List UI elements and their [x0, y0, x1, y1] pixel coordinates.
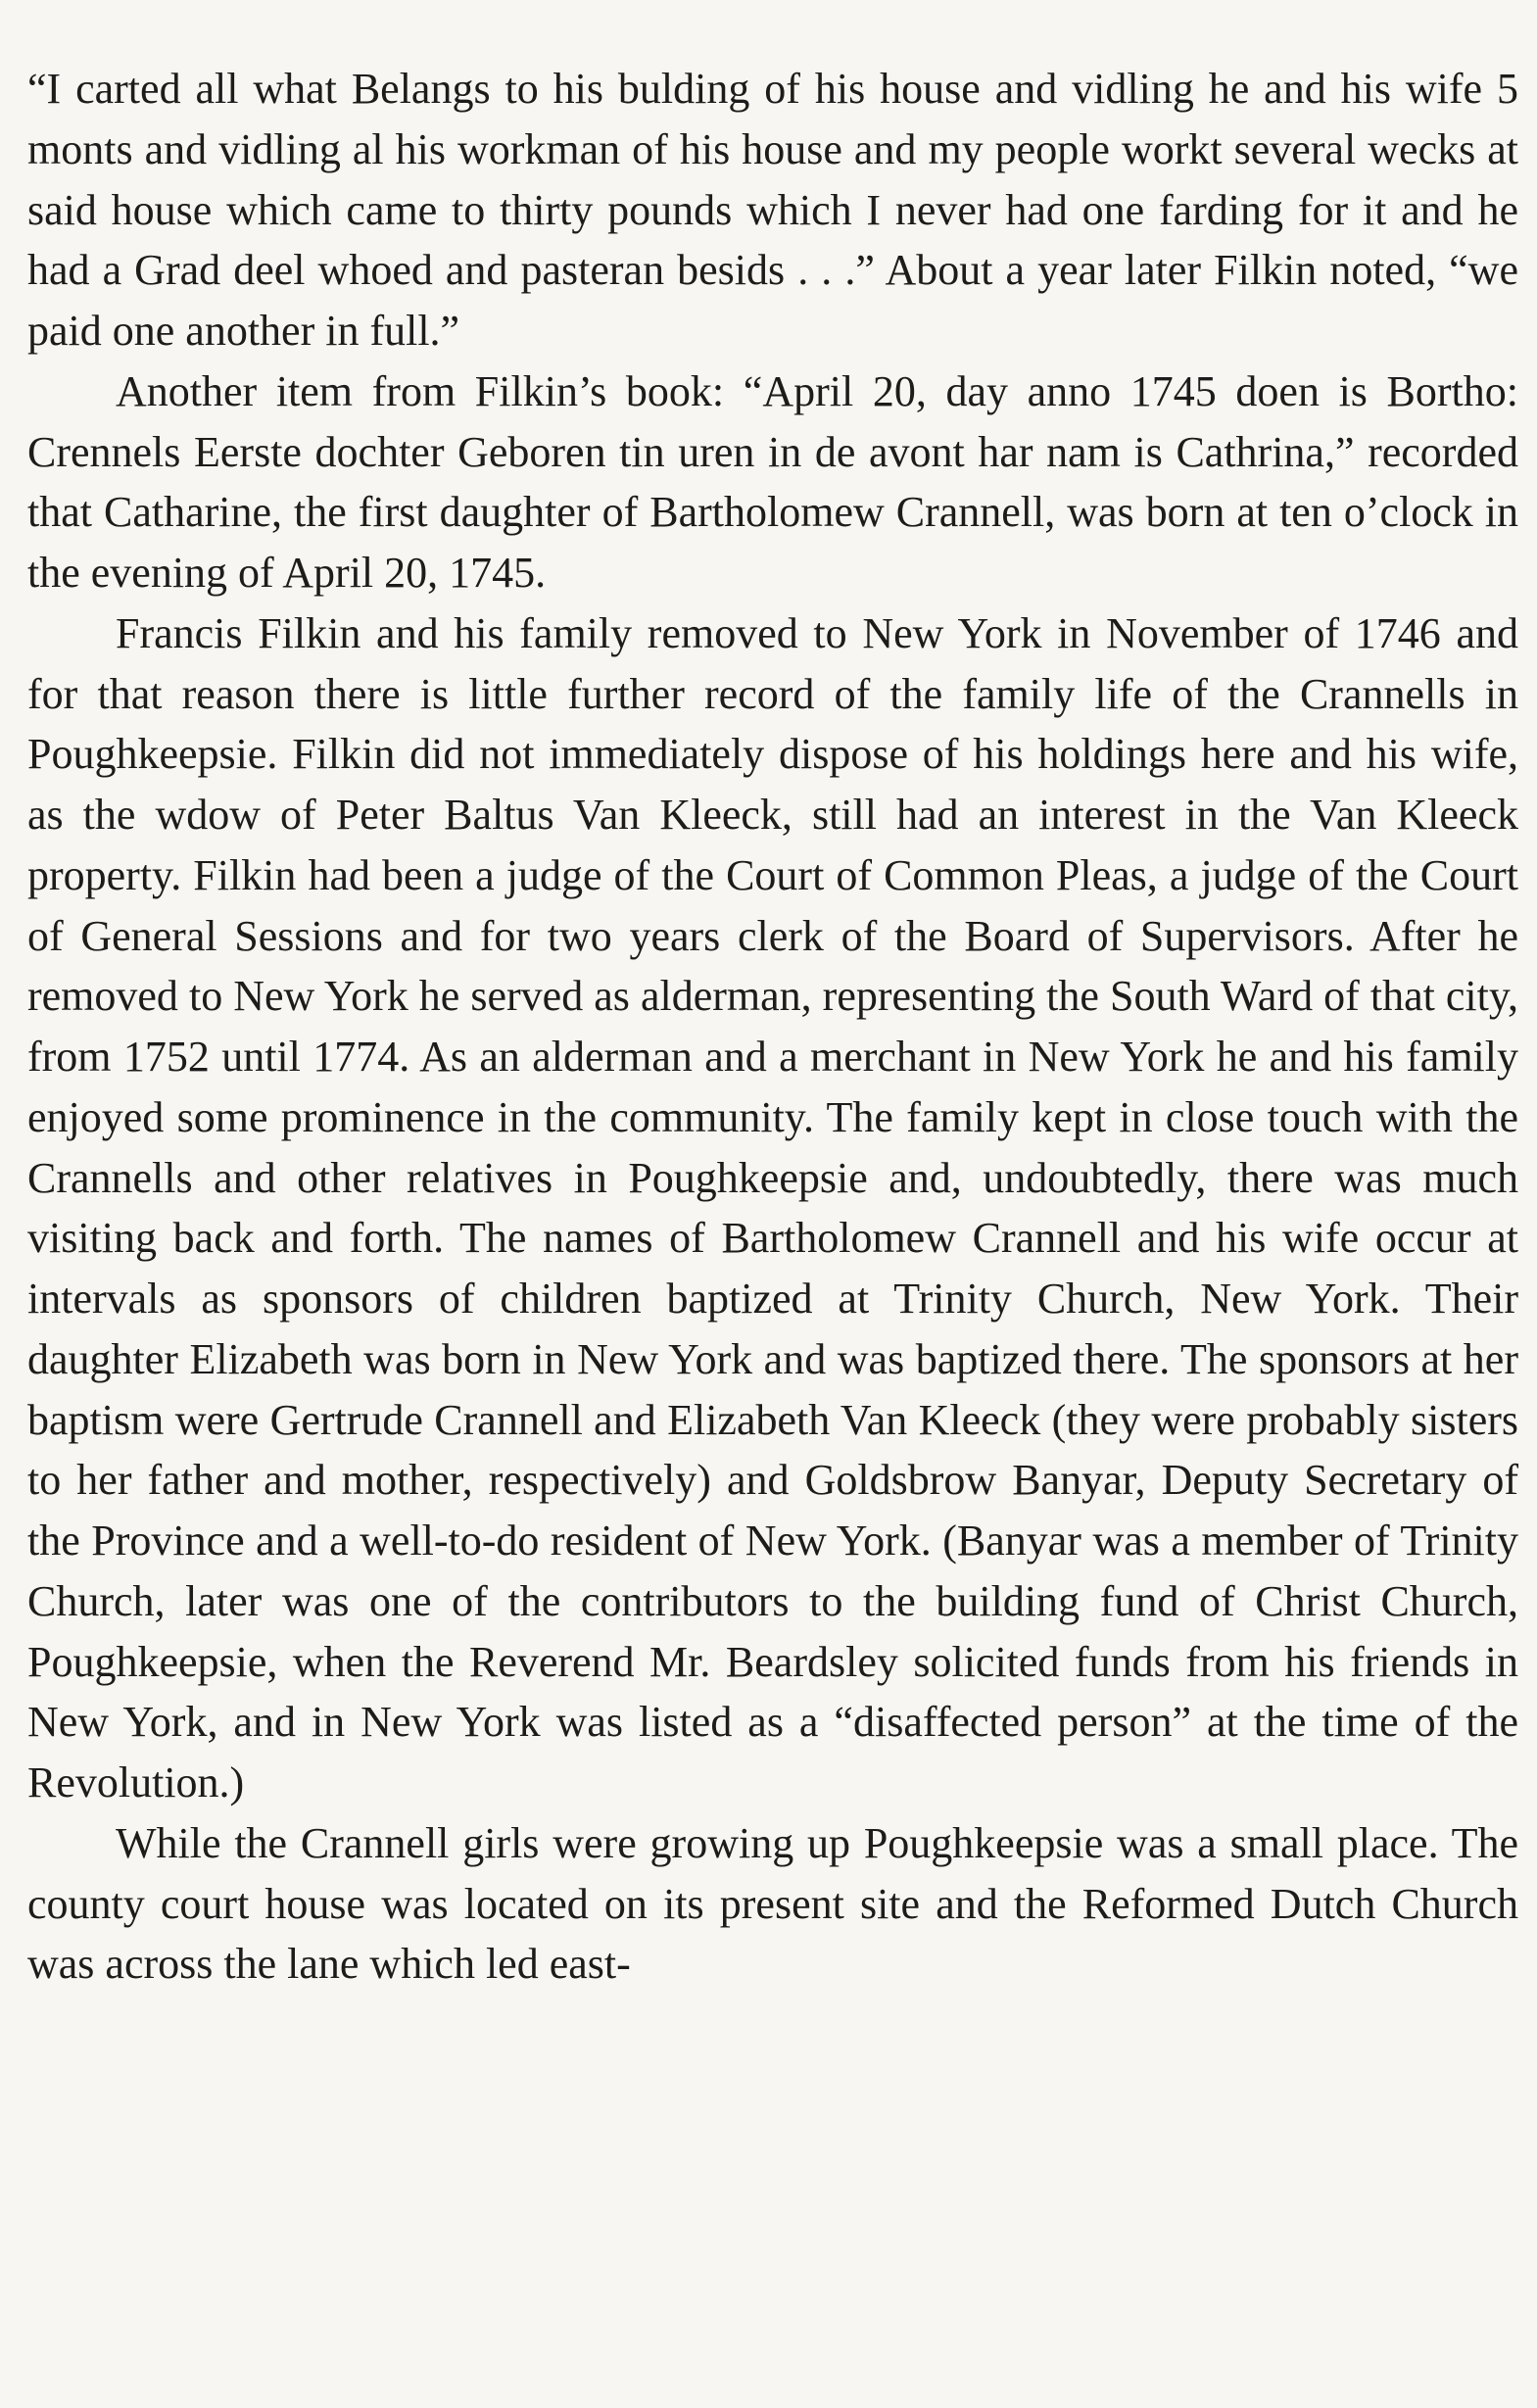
- paragraph-3: Francis Filkin and his family removed to New York in November of 1746 and for that reason there is little further record of the family life of the Crannells in Poughkeepsie. Filkin did not immediately dispose of his holdings here and his wife, as the wdow of Peter Baltus Van Kleeck, still had an interest in the Van Kleeck property. Filkin had been a judge of the Court of Common Pleas, a judge of the Court of General Sessions and for two years clerk of the Board of Supervisors. After he removed to New York he served as alderman, representing the South Ward of that city, from 1752 until 1774. As an alderman and a merchant in New York he and his family enjoyed some prominence in the community. The family kept in close touch with the Crannells and other relatives in Poughkeepsie and, undoubtedly, there was much visiting back and forth. The names of Bartholomew Crannell and his wife occur at intervals as sponsors of children baptized at Trinity Church, New York. Their daughter Elizabeth was born in New York and was baptized there. The sponsors at her baptism were Gertrude Crannell and Elizabeth Van Kleeck (they were probably sisters to her father and mother, respectively) and Goldsbrow Banyar, Deputy Secretary of the Province and a well-to-do resident of New York. (Banyar was a member of Trinity Church, later was one of the contributors to the building fund of Christ Church, Poughkeepsie, when the Reverend Mr. Beardsley solicited funds from his friends in New York, and in New York was listed as a “disaffected person” at the time of the Revolution.): [27, 608, 1518, 1806]
- paragraph-2: Another item from Filkin’s book: “April 20, day anno 1745 doen is Bortho: Crennels Eerste dochter Geboren tin uren in de avont har nam is Cathrina,” recorded that Catharine, the first daughter of Bartholomew Crannell, was born at ten o’clock in the evening of April 20, 1745.: [27, 366, 1518, 597]
- document-page: [27, 59, 1518, 1995]
- paragraph-1: “I carted all what Belangs to his bulding of his house and vidling he and his wife 5 monts and vidling al his workman of his house and my people workt several wecks at said house which came to thirty pounds which I never had one farding for it and he had a Grad deel whoed and pasteran besids . . .” About a year later Filkin noted, “we paid one another in full.”: [27, 65, 1518, 355]
- paragraph-4: While the Crannell girls were growing up Poughkeepsie was a small place. The county court house was located on its present site and the Reformed Dutch Church was across the lane which led east-: [27, 1818, 1518, 1989]
